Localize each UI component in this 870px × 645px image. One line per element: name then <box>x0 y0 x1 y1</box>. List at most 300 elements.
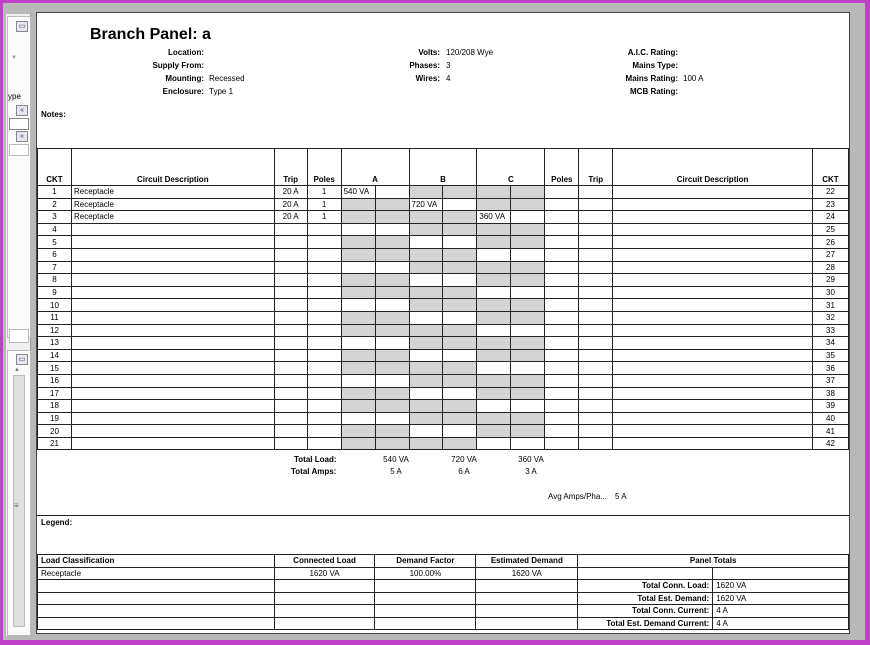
poles-cell[interactable] <box>307 337 341 350</box>
circuit-description-cell[interactable] <box>71 261 274 274</box>
table-row <box>38 374 849 387</box>
phase-load-cell <box>409 236 443 249</box>
table-row <box>38 311 849 324</box>
phase-load-cell <box>511 186 545 199</box>
poles-cell[interactable] <box>307 324 341 337</box>
trip-cell-right[interactable] <box>579 236 613 249</box>
table-row <box>38 387 849 400</box>
phase-load-cell <box>443 311 477 324</box>
poles-cell-right[interactable] <box>545 425 579 438</box>
phase-load-cell <box>443 198 477 211</box>
panel-total-label: Total Conn. Current: <box>578 605 713 618</box>
phase-load-cell <box>477 324 511 337</box>
table-row <box>38 617 849 630</box>
circuit-description-right-cell[interactable] <box>613 437 813 450</box>
phase-load-cell <box>341 349 375 362</box>
trip-cell-right[interactable] <box>579 425 613 438</box>
poles-cell[interactable] <box>307 223 341 236</box>
circuit-description-cell[interactable] <box>71 337 274 350</box>
poles-cell[interactable] <box>307 299 341 312</box>
poles-cell-right[interactable] <box>545 299 579 312</box>
wires-label: Wires: <box>415 74 440 83</box>
phase-load-cell <box>477 274 511 287</box>
column-header: Trip <box>579 149 613 186</box>
trip-cell[interactable] <box>274 261 307 274</box>
circuit-description-right-cell[interactable] <box>613 362 813 375</box>
poles-cell[interactable] <box>307 274 341 287</box>
pane-menu-icon[interactable]: ▭ <box>16 354 28 365</box>
poles-cell-right[interactable] <box>545 400 579 413</box>
table-row <box>38 248 849 261</box>
table-row <box>38 425 849 438</box>
trip-cell[interactable] <box>274 248 307 261</box>
poles-cell[interactable] <box>307 349 341 362</box>
phase-load-cell <box>477 311 511 324</box>
phase-load-cell <box>443 425 477 438</box>
phase-load-cell <box>375 337 409 350</box>
phase-load-cell <box>511 311 545 324</box>
phase-load-cell <box>341 274 375 287</box>
ckt-right-cell: 41 <box>812 425 848 438</box>
trip-cell[interactable]: 20 A <box>274 186 307 199</box>
phase-load-cell: 540 VA <box>341 186 375 199</box>
poles-cell[interactable]: 1 <box>307 211 341 224</box>
trip-cell[interactable] <box>274 374 307 387</box>
poles-cell-right[interactable] <box>545 337 579 350</box>
phase-load-cell <box>375 349 409 362</box>
ckt-left-cell: 5 <box>38 236 72 249</box>
trip-cell-right[interactable] <box>579 248 613 261</box>
phase-load-cell <box>477 299 511 312</box>
mains-type-label: Mains Type: <box>632 61 678 70</box>
ckt-left-cell: 21 <box>38 437 72 450</box>
poles-cell-right[interactable] <box>545 211 579 224</box>
poles-cell-right[interactable] <box>545 236 579 249</box>
panel-total-label: Total Conn. Load: <box>578 580 713 593</box>
circuit-description-right-cell[interactable] <box>613 400 813 413</box>
circuit-description-right-cell[interactable] <box>613 236 813 249</box>
phase-load-cell <box>341 248 375 261</box>
poles-cell-right[interactable] <box>545 374 579 387</box>
volts-label: Volts: <box>418 48 440 57</box>
phase-load-cell <box>375 223 409 236</box>
poles-cell[interactable] <box>307 374 341 387</box>
phase-load-cell <box>341 211 375 224</box>
circuit-description-cell[interactable]: Receptacle <box>71 198 274 211</box>
total-amps-c: 3 A <box>525 467 537 476</box>
total-load-b: 720 VA <box>451 455 477 464</box>
scroll-up-icon[interactable]: ▲ <box>14 367 20 373</box>
poles-cell[interactable] <box>307 362 341 375</box>
ckt-left-cell: 18 <box>38 400 72 413</box>
circuit-description-right-cell[interactable] <box>613 286 813 299</box>
trip-cell[interactable] <box>274 286 307 299</box>
circuit-description-cell[interactable] <box>71 223 274 236</box>
table-row <box>38 337 849 350</box>
column-header: CKT <box>812 149 848 186</box>
phase-load-cell <box>443 362 477 375</box>
phase-load-cell <box>341 374 375 387</box>
phase-load-cell <box>409 362 443 375</box>
total-load-c: 360 VA <box>518 455 544 464</box>
trip-cell[interactable] <box>274 349 307 362</box>
circuit-description-cell[interactable]: Receptacle <box>71 211 274 224</box>
trip-cell[interactable] <box>274 274 307 287</box>
phase-load-cell <box>511 299 545 312</box>
circuit-description-cell[interactable] <box>71 286 274 299</box>
trip-cell-right[interactable] <box>579 387 613 400</box>
ckt-right-cell: 31 <box>812 299 848 312</box>
circuit-description-right-cell[interactable] <box>613 387 813 400</box>
phase-load-cell <box>477 236 511 249</box>
trip-cell[interactable]: 20 A <box>274 211 307 224</box>
table-row <box>38 362 849 375</box>
mounting-label: Mounting: <box>165 74 204 83</box>
value-input[interactable] <box>9 144 29 156</box>
poles-cell-right[interactable] <box>545 387 579 400</box>
trip-cell[interactable] <box>274 337 307 350</box>
trip-cell-right[interactable] <box>579 311 613 324</box>
ckt-left-cell: 4 <box>38 223 72 236</box>
trip-cell[interactable] <box>274 324 307 337</box>
trip-cell-right[interactable] <box>579 286 613 299</box>
column-header: Connected Load <box>274 555 375 568</box>
phase-load-cell <box>443 236 477 249</box>
apply-button[interactable] <box>9 329 29 343</box>
circuit-description-cell[interactable] <box>71 425 274 438</box>
phase-load-cell <box>375 211 409 224</box>
pane-menu-icon[interactable]: ▭ <box>16 21 28 32</box>
table-row <box>38 349 849 362</box>
column-header: Load Classification <box>38 555 275 568</box>
phase-load-cell <box>375 437 409 450</box>
trip-cell-right[interactable] <box>579 412 613 425</box>
trip-cell[interactable] <box>274 425 307 438</box>
circuit-description-cell[interactable] <box>71 387 274 400</box>
legend-label: Legend: <box>41 518 73 527</box>
circuit-description-cell[interactable] <box>71 236 274 249</box>
phase-load-cell <box>477 198 511 211</box>
phase-load-cell <box>409 412 443 425</box>
poles-cell-right[interactable] <box>545 437 579 450</box>
trip-cell-right[interactable] <box>579 400 613 413</box>
trip-cell[interactable] <box>274 437 307 450</box>
trip-cell-right[interactable] <box>579 223 613 236</box>
phase-load-cell <box>409 337 443 350</box>
phase-load-cell <box>375 198 409 211</box>
aic-rating-label: A.I.C. Rating: <box>627 48 678 57</box>
poles-cell-right[interactable] <box>545 261 579 274</box>
poles-cell[interactable]: 1 <box>307 186 341 199</box>
phase-load-cell <box>409 211 443 224</box>
phase-load-cell <box>341 362 375 375</box>
avg-amps-label: Avg Amps/Pha... <box>548 492 607 501</box>
column-header: Circuit Description <box>613 149 813 186</box>
phase-load-cell <box>341 425 375 438</box>
total-amps-a: 5 A <box>390 467 402 476</box>
poles-cell[interactable] <box>307 248 341 261</box>
phase-load-cell <box>443 286 477 299</box>
trip-cell-right[interactable] <box>579 362 613 375</box>
ckt-right-cell: 25 <box>812 223 848 236</box>
trip-cell[interactable] <box>274 362 307 375</box>
phase-load-cell <box>477 400 511 413</box>
ckt-right-cell: 24 <box>812 211 848 224</box>
poles-cell-right[interactable] <box>545 274 579 287</box>
ckt-left-cell: 13 <box>38 337 72 350</box>
phase-load-cell <box>477 374 511 387</box>
connected-load-cell: 1620 VA <box>274 567 375 580</box>
circuit-description-cell[interactable] <box>71 324 274 337</box>
circuit-description-right-cell[interactable] <box>613 223 813 236</box>
table-row <box>38 592 849 605</box>
avg-amps-value: 5 A <box>615 492 627 501</box>
trip-cell-right[interactable] <box>579 374 613 387</box>
dropdown-arrow-icon[interactable]: ▼ <box>11 55 17 61</box>
ckt-right-cell: 39 <box>812 400 848 413</box>
trip-cell[interactable] <box>274 387 307 400</box>
circuit-description-right-cell[interactable] <box>613 299 813 312</box>
ckt-left-cell: 1 <box>38 186 72 199</box>
trip-cell-right[interactable] <box>579 299 613 312</box>
poles-cell-right[interactable] <box>545 362 579 375</box>
circuit-description-right-cell[interactable] <box>613 324 813 337</box>
table-row <box>38 400 849 413</box>
ckt-left-cell: 10 <box>38 299 72 312</box>
trip-cell-right[interactable] <box>579 324 613 337</box>
ckt-left-cell: 16 <box>38 374 72 387</box>
circuit-description-right-cell[interactable] <box>613 311 813 324</box>
mains-rating-value: 100 A <box>683 74 704 83</box>
ckt-left-cell: 17 <box>38 387 72 400</box>
phase-load-cell <box>511 400 545 413</box>
table-row <box>38 261 849 274</box>
enclosure-value: Type 1 <box>209 87 234 96</box>
column-header: Demand Factor <box>375 555 476 568</box>
table-row <box>38 605 849 618</box>
circuit-description-cell[interactable] <box>71 437 274 450</box>
column-header: Panel Totals <box>578 555 849 568</box>
chevron-up-double-icon[interactable]: « <box>16 131 28 142</box>
phase-load-cell <box>477 437 511 450</box>
phase-load-cell <box>375 261 409 274</box>
poles-cell[interactable] <box>307 437 341 450</box>
ckt-left-cell: 12 <box>38 324 72 337</box>
trip-cell-right[interactable] <box>579 349 613 362</box>
phase-load-cell <box>409 437 443 450</box>
phase-load-cell <box>443 261 477 274</box>
circuit-description-right-cell[interactable] <box>613 425 813 438</box>
poles-cell[interactable] <box>307 425 341 438</box>
chevron-up-double-icon[interactable]: « <box>16 105 28 116</box>
phase-load-cell <box>443 400 477 413</box>
table-row <box>38 198 849 211</box>
phase-load-cell <box>443 337 477 350</box>
phase-load-cell <box>511 387 545 400</box>
phase-load-cell <box>477 223 511 236</box>
phase-load-cell <box>443 437 477 450</box>
grip-icon[interactable]: ≡ <box>14 501 19 510</box>
trip-cell-right[interactable] <box>579 186 613 199</box>
poles-cell-right[interactable] <box>545 186 579 199</box>
column-header: Estimated Demand <box>476 555 578 568</box>
trip-cell[interactable] <box>274 299 307 312</box>
location-label: Location: <box>168 48 204 57</box>
poles-cell-right[interactable] <box>545 248 579 261</box>
circuit-description-cell[interactable] <box>71 311 274 324</box>
trip-cell[interactable] <box>274 311 307 324</box>
phase-load-cell <box>511 261 545 274</box>
type-input[interactable] <box>9 118 29 130</box>
trip-cell[interactable] <box>274 412 307 425</box>
phase-load-cell <box>375 248 409 261</box>
poles-cell[interactable] <box>307 311 341 324</box>
phase-load-cell <box>409 286 443 299</box>
poles-cell[interactable] <box>307 236 341 249</box>
poles-cell-right[interactable] <box>545 198 579 211</box>
ckt-right-cell: 38 <box>812 387 848 400</box>
phase-load-cell <box>511 248 545 261</box>
trip-cell-right[interactable] <box>579 261 613 274</box>
phase-load-cell <box>477 425 511 438</box>
poles-cell[interactable]: 1 <box>307 198 341 211</box>
trip-cell[interactable] <box>274 236 307 249</box>
phase-load-cell <box>443 248 477 261</box>
phase-load-cell <box>341 299 375 312</box>
trip-cell-right[interactable] <box>579 337 613 350</box>
ckt-right-cell: 42 <box>812 437 848 450</box>
load-summary-table <box>37 554 849 630</box>
mcb-rating-label: MCB Rating: <box>630 87 678 96</box>
poles-cell-right[interactable] <box>545 311 579 324</box>
circuit-description-cell[interactable] <box>71 248 274 261</box>
circuit-description-right-cell[interactable] <box>613 198 813 211</box>
circuit-description-cell[interactable] <box>71 349 274 362</box>
panel-total-value: 4 A <box>713 605 849 618</box>
circuit-description-cell[interactable] <box>71 412 274 425</box>
circuit-description-cell[interactable] <box>71 400 274 413</box>
phase-load-cell <box>511 198 545 211</box>
phase-load-cell <box>375 362 409 375</box>
notes-label: Notes: <box>41 110 66 119</box>
summary-header-row <box>38 555 849 568</box>
poles-cell[interactable] <box>307 412 341 425</box>
phases-value: 3 <box>446 61 451 70</box>
trip-cell[interactable] <box>274 223 307 236</box>
panel-schedule-sheet <box>36 12 850 634</box>
phase-load-cell: 360 VA <box>477 211 511 224</box>
column-header: A <box>341 149 409 186</box>
ckt-left-cell: 15 <box>38 362 72 375</box>
phase-load-cell <box>341 261 375 274</box>
phase-load-cell <box>375 387 409 400</box>
circuit-description-cell[interactable] <box>71 374 274 387</box>
ckt-left-cell: 14 <box>38 349 72 362</box>
circuit-description-right-cell[interactable] <box>613 261 813 274</box>
poles-cell-right[interactable] <box>545 324 579 337</box>
poles-cell-right[interactable] <box>545 223 579 236</box>
estimated-demand-cell: 1620 VA <box>476 567 578 580</box>
phase-load-cell <box>375 311 409 324</box>
poles-cell-right[interactable] <box>545 412 579 425</box>
phase-load-cell <box>443 186 477 199</box>
poles-cell-right[interactable] <box>545 349 579 362</box>
phase-load-cell <box>341 311 375 324</box>
ckt-left-cell: 20 <box>38 425 72 438</box>
poles-cell[interactable] <box>307 387 341 400</box>
phase-load-cell <box>477 261 511 274</box>
circuit-description-right-cell[interactable] <box>613 349 813 362</box>
poles-cell[interactable] <box>307 261 341 274</box>
trip-cell[interactable]: 20 A <box>274 198 307 211</box>
phase-load-cell <box>511 425 545 438</box>
phase-load-cell <box>375 286 409 299</box>
circuit-description-right-cell[interactable] <box>613 337 813 350</box>
column-header: Poles <box>307 149 341 186</box>
wires-value: 4 <box>446 74 451 83</box>
trip-cell[interactable] <box>274 400 307 413</box>
phase-load-cell <box>341 437 375 450</box>
properties-pane <box>7 16 31 338</box>
trip-cell-right[interactable] <box>579 437 613 450</box>
poles-cell[interactable] <box>307 400 341 413</box>
phase-load-cell <box>443 387 477 400</box>
circuit-description-cell[interactable] <box>71 362 274 375</box>
table-row <box>38 437 849 450</box>
circuit-description-right-cell[interactable] <box>613 211 813 224</box>
circuit-description-right-cell[interactable] <box>613 374 813 387</box>
circuit-description-cell[interactable] <box>71 274 274 287</box>
phase-load-cell <box>477 186 511 199</box>
browser-pane <box>7 350 31 636</box>
phase-load-cell <box>443 374 477 387</box>
phase-load-cell <box>511 274 545 287</box>
ckt-right-cell: 37 <box>812 374 848 387</box>
trip-cell-right[interactable] <box>579 211 613 224</box>
phase-load-cell <box>375 374 409 387</box>
phase-load-cell <box>409 374 443 387</box>
trip-cell-right[interactable] <box>579 198 613 211</box>
circuit-description-right-cell[interactable] <box>613 412 813 425</box>
circuit-description-right-cell[interactable] <box>613 248 813 261</box>
column-header: Circuit Description <box>71 149 274 186</box>
phase-load-cell <box>409 311 443 324</box>
phase-load-cell <box>375 400 409 413</box>
phase-load-cell <box>409 400 443 413</box>
ckt-right-cell: 33 <box>812 324 848 337</box>
phase-load-cell <box>375 236 409 249</box>
ckt-right-cell: 40 <box>812 412 848 425</box>
phase-load-cell <box>511 412 545 425</box>
phase-load-cell <box>477 362 511 375</box>
circuit-description-right-cell[interactable] <box>613 186 813 199</box>
circuit-description-cell[interactable] <box>71 299 274 312</box>
column-header: CKT <box>38 149 72 186</box>
poles-cell[interactable] <box>307 286 341 299</box>
phase-load-cell <box>341 387 375 400</box>
phase-load-cell <box>409 425 443 438</box>
ckt-right-cell: 32 <box>812 311 848 324</box>
phase-load-cell <box>341 400 375 413</box>
panel-total-value: 1620 VA <box>713 592 849 605</box>
circuit-description-cell[interactable]: Receptacle <box>71 186 274 199</box>
poles-cell-right[interactable] <box>545 286 579 299</box>
table-row <box>38 412 849 425</box>
trip-cell-right[interactable] <box>579 274 613 287</box>
phase-load-cell <box>443 349 477 362</box>
ckt-right-cell: 29 <box>812 274 848 287</box>
circuit-description-right-cell[interactable] <box>613 274 813 287</box>
